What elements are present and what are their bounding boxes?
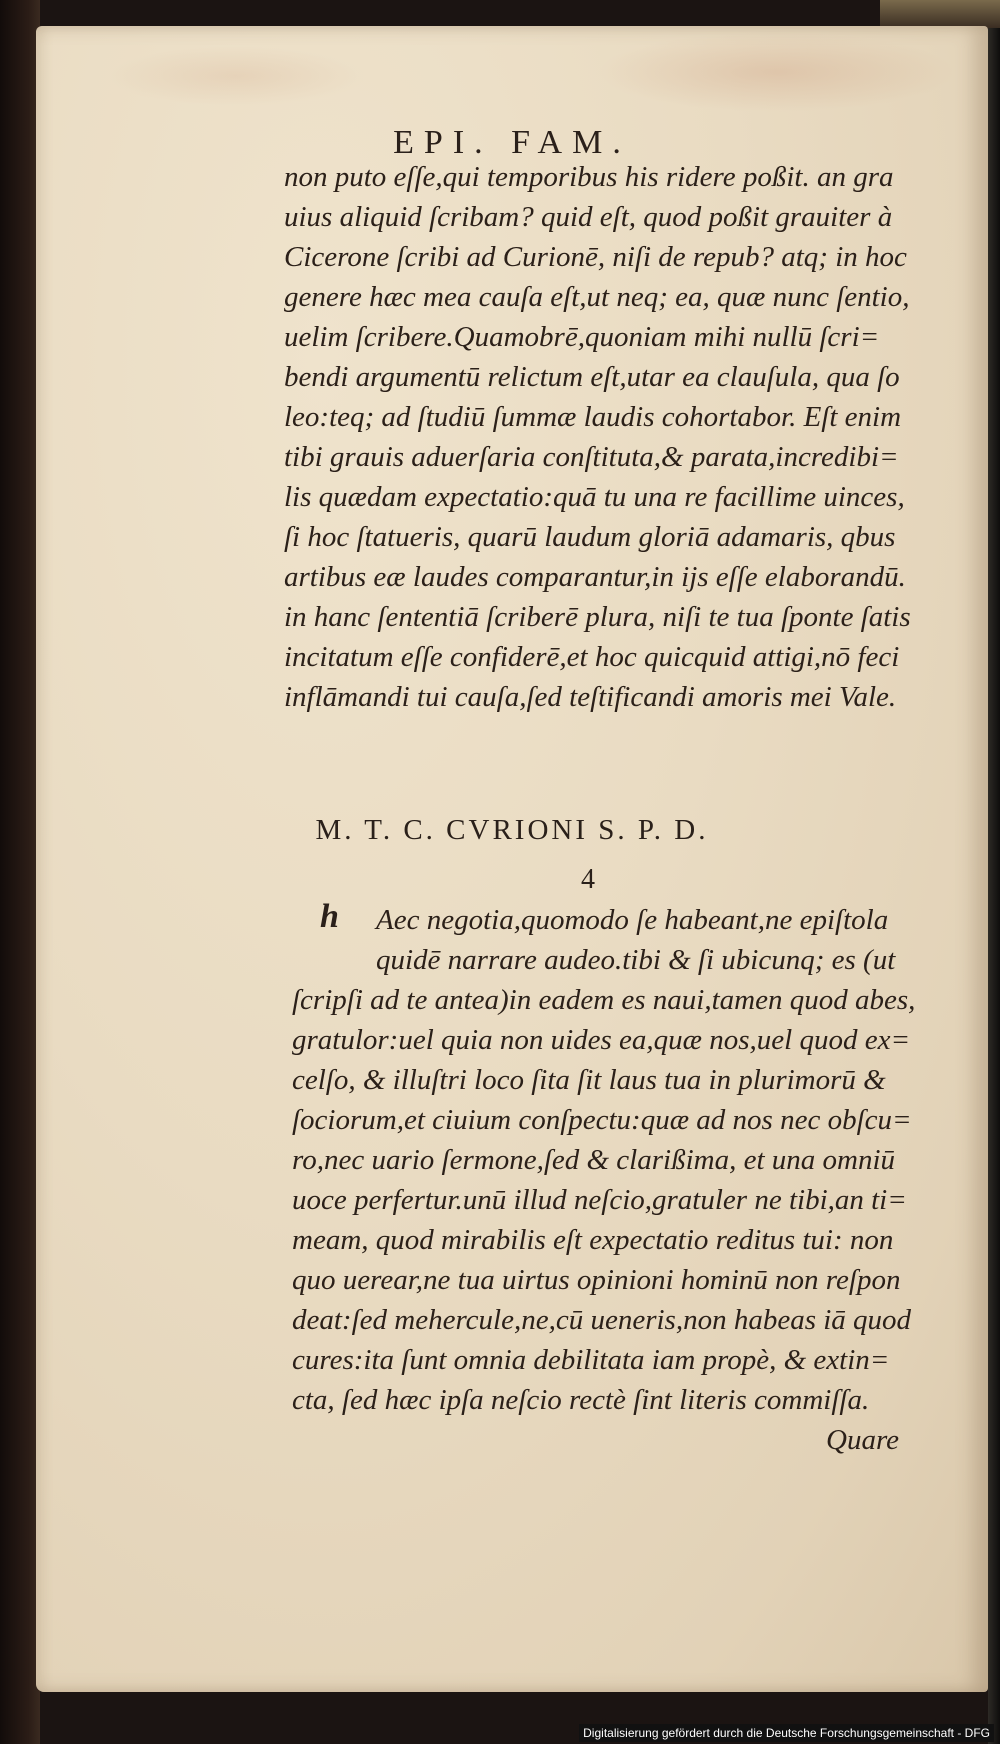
text-line: tibi grauis aduerſaria conſtituta,& parata,incredibi= xyxy=(284,441,899,473)
letter-title: M. T. C. CVRIONI S. P. D. xyxy=(315,814,709,846)
text-line: non puto eſſe,qui temporibus his ridere poßit. an gra xyxy=(284,161,894,193)
text-line: uelim ſcribere.Quamobrē,quoniam mihi nullū ſcri= xyxy=(284,321,880,353)
text-line: ſi hoc ſtatueris, quarū laudum gloriā adamaris, qbus xyxy=(284,521,896,553)
book-binding-right xyxy=(988,0,1000,1744)
text-line: quidē narrare audeo.tibi & ſi ubicunq; es (ut xyxy=(376,944,896,976)
text-line: cta, ſed hæc ipſa neſcio rectè ſint literis commiſſa. xyxy=(292,1384,870,1416)
text-line: celſo, & illuſtri loco ſita ſit laus tua in plurimorū & xyxy=(292,1064,886,1096)
digitization-credit: Digitalisierung gefördert durch die Deutsche Forschungsgemeinschaft - DFG xyxy=(579,1724,994,1742)
text-line: quo uerear,ne tua uirtus opinioni hominū non reſpon xyxy=(292,1264,901,1296)
page-stain xyxy=(106,46,366,106)
running-header: EPI. FAM. xyxy=(393,124,631,161)
text-line: leo:teq; ad ſtudiū ſummæ laudis cohortabor. Eſt enim xyxy=(284,401,902,433)
initial-letter: h xyxy=(320,898,339,935)
text-line: incitatum eſſe confiderē,et hoc quicquid attigi,nō feci xyxy=(284,641,900,673)
book-binding-left xyxy=(0,0,40,1744)
text-line: genere hæc mea cauſa eſt,ut neq; ea, quæ nunc ſentio, xyxy=(284,281,910,313)
text-line: in hanc ſententiā ſcriberē plura, niſi te tua ſponte ſatis xyxy=(284,601,911,633)
text-line: deat:ſed mehercule,ne,cū ueneris,non habeas iā quod xyxy=(292,1304,912,1336)
text-line: artibus eæ laudes comparantur,in ijs eſſe elaborandū. xyxy=(284,561,906,593)
text-line: ro,nec uario ſermone,ſed & clarißima, et una omniū xyxy=(292,1144,896,1176)
text-line: meam, quod mirabilis eſt expectatio reditus tui: non xyxy=(292,1224,894,1256)
catchword: Quare xyxy=(826,1424,900,1456)
letter-number: 4 xyxy=(581,864,595,895)
text-line: uius aliquid ſcribam? quid eſt, quod poßit grauiter à xyxy=(284,201,893,233)
text-line: uoce perfertur.unū illud neſcio,gratuler ne tibi,an ti= xyxy=(292,1184,907,1216)
text-line: gratulor:uel quia non uides ea,quæ nos,uel quod ex= xyxy=(292,1024,911,1056)
text-line: lis quædam expectatio:quā tu una re facillime uinces, xyxy=(284,481,905,513)
text-line: Aec negotia,quomodo ſe habeant,ne epiſtola xyxy=(376,904,889,936)
book-page xyxy=(36,26,988,1692)
text-line: inflāmandi tui cauſa,ſed teſtificandi amoris mei Vale. xyxy=(284,681,897,713)
page-stain xyxy=(596,32,956,112)
text-line: bendi argumentū relictum eſt,utar ea clauſula, qua ſo xyxy=(284,361,900,393)
book-corner xyxy=(880,0,1000,28)
text-line: cures:ita ſunt omnia debilitata iam propè, & extin= xyxy=(292,1344,890,1376)
text-line: ſcripſi ad te antea)in eadem es naui,tamen quod abes, xyxy=(292,984,916,1016)
text-line: Cicerone ſcribi ad Curionē, niſi de repub? atq; in hoc xyxy=(284,241,907,273)
text-line: ſociorum,et ciuium conſpectu:quæ ad nos nec obſcu= xyxy=(292,1104,912,1136)
